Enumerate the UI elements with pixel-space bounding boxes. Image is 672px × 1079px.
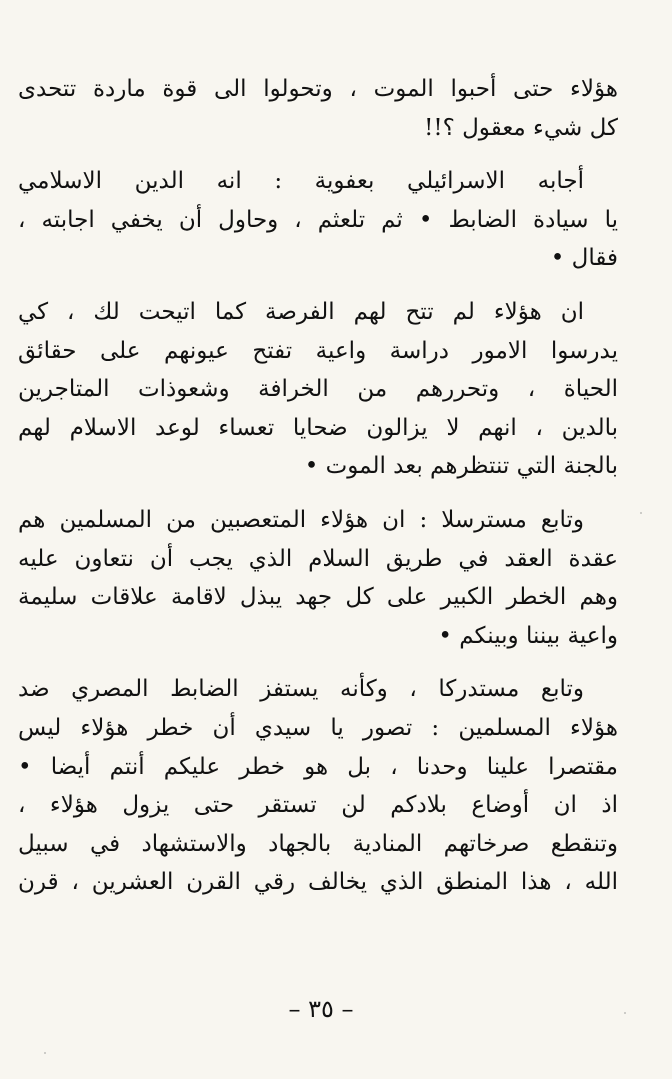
text-line: الحياة ، وتحررهم من الخرافة وشعوذات المتاجرين <box>18 376 618 403</box>
text-line: كل شيء معقول ؟!! <box>424 114 618 141</box>
paper-speck <box>624 1012 626 1014</box>
text-line: هؤلاء حتى أحبوا الموت ، وتحولوا الى قوة ماردة تتحدى <box>18 76 618 102</box>
text-line: ان هؤلاء لم تتح لهم الفرصة كما اتيحت لك ، كي <box>18 298 584 325</box>
text-line: مقتصرا علينا وحدنا ، بل هو خطر عليكم أنتم أيضا • <box>18 753 618 780</box>
text-line: اذ ان أوضاع بلادكم لن تستقر حتى يزول هؤلاء ، <box>18 792 618 819</box>
text-line: عقدة العقد في طريق السلام الذي يجب أن نتعاون عليه <box>18 545 618 572</box>
text-line: وتنقطع صرخاتهم المنادية بالجهاد والاستشهاد في سبيل <box>18 830 618 857</box>
paper-speck <box>44 1052 46 1054</box>
text-line: يدرسوا الامور دراسة واعية تفتح عيونهم على حقائق <box>18 337 618 364</box>
text-line: واعية بيننا وبينكم • <box>438 622 618 649</box>
paragraph-3 <box>18 293 618 486</box>
text-line: وهم الخطر الكبير على كل جهد يبذل لاقامة علاقات سليمة <box>18 584 618 611</box>
paragraph-2 <box>18 162 618 278</box>
text-line: وتابع مسترسلا : ان هؤلاء المتعصبين من المسلمين هم <box>18 506 584 533</box>
paragraph-1 <box>18 70 618 147</box>
text-line: بالجنة التي تنتظرهم بعد الموت • <box>304 453 618 480</box>
page-number: – ٣٥ – <box>288 995 354 1023</box>
text-line: فقال • <box>550 245 618 272</box>
text-line: بالدين ، انهم لا يزالون ضحايا تعساء لوعد الاسلام لهم <box>18 414 618 441</box>
paragraph-5 <box>18 670 618 902</box>
paper-speck <box>640 512 642 514</box>
text-line: يا سيادة الضابط • ثم تلعثم ، وحاول أن يخفي اجابته ، <box>18 206 618 233</box>
text-line: هؤلاء المسلمين : تصور يا سيدي أن خطر هؤلاء ليس <box>18 714 618 741</box>
text-line: الله ، هذا المنطق الذي يخالف رقي القرن العشرين ، قرن <box>18 869 618 896</box>
body-text <box>18 70 618 902</box>
text-line: وتابع مستدركا ، وكأنه يستفز الضابط المصري ضد <box>18 676 584 703</box>
text-line: أجابه الاسرائيلي بعفوية : انه الدين الاسلامي <box>18 168 584 195</box>
paragraph-4 <box>18 501 618 655</box>
